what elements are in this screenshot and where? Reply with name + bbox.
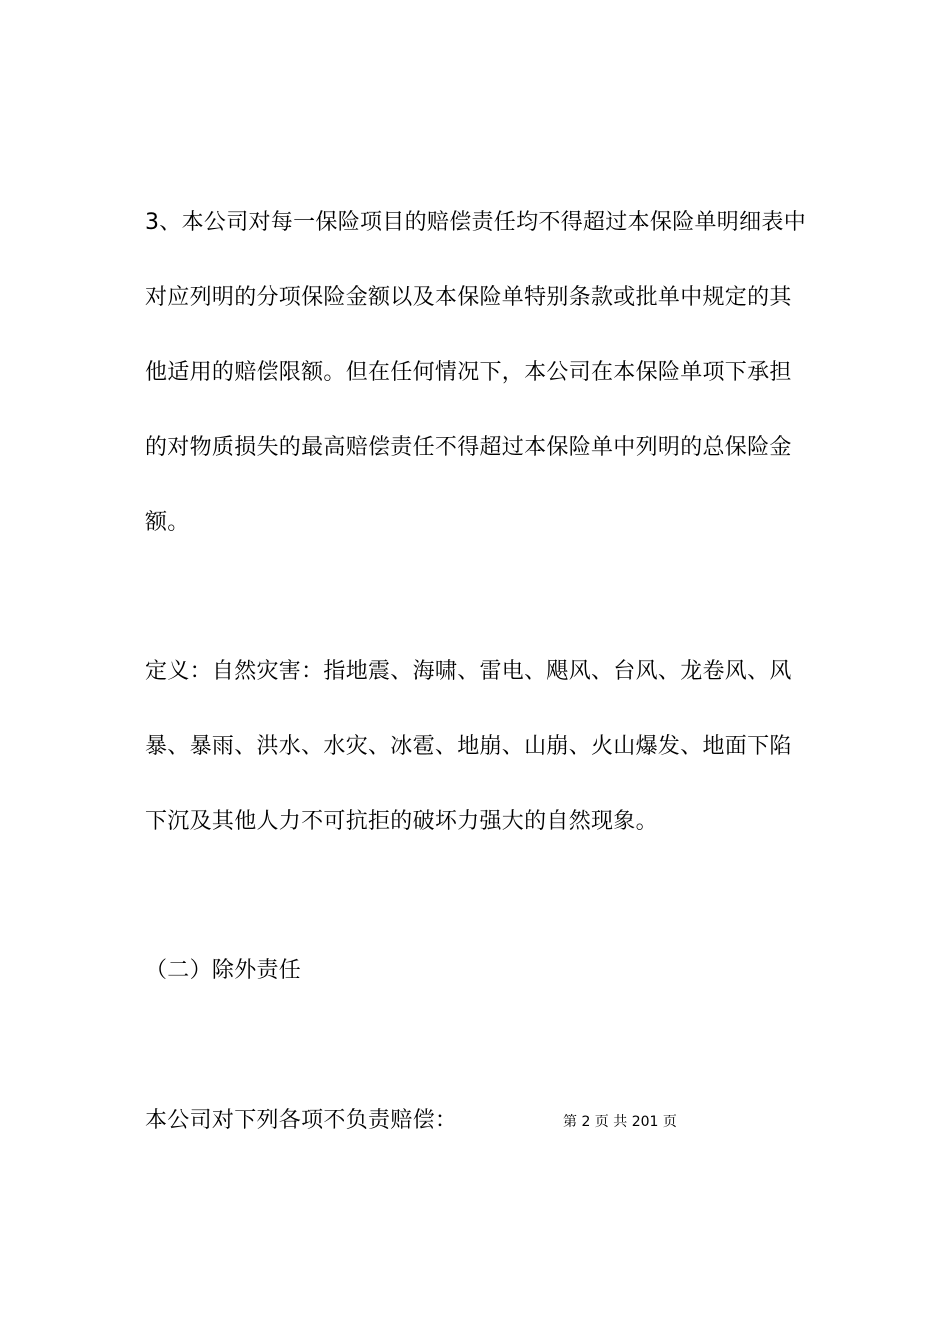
page-number: 第 2 页 共 201 页 <box>563 1114 677 1130</box>
clause3-line-2: 对应列明的分项保险金额以及本保险单特别条款或批单中规定的其 <box>145 285 792 310</box>
definition-line-3: 下沉及其他人力不可抗拒的破坏力强大的自然现象。 <box>145 809 658 834</box>
section-heading: （二）除外责任 <box>145 958 302 983</box>
clause3-line-5: 额。 <box>145 510 190 535</box>
exclusions-intro: 本公司对下列各项不负责赔偿： <box>145 1108 458 1133</box>
definition-line-1: 定义：自然灾害：指地震、海啸、雷电、飓风、台风、龙卷风、风 <box>145 659 792 684</box>
clause3-line-3: 他适用的赔偿限额。但在任何情况下，本公司在本保险单项下承担 <box>145 360 792 385</box>
definition-line-2: 暴、暴雨、洪水、水灾、冰雹、地崩、山崩、火山爆发、地面下陷 <box>145 734 792 759</box>
clause3-line-1: 3、本公司对每一保险项目的赔偿责任均不得超过本保险单明细表中 <box>145 210 806 235</box>
clause3-line-4: 的对物质损失的最高赔偿责任不得超过本保险单中列明的总保险金 <box>145 435 792 460</box>
